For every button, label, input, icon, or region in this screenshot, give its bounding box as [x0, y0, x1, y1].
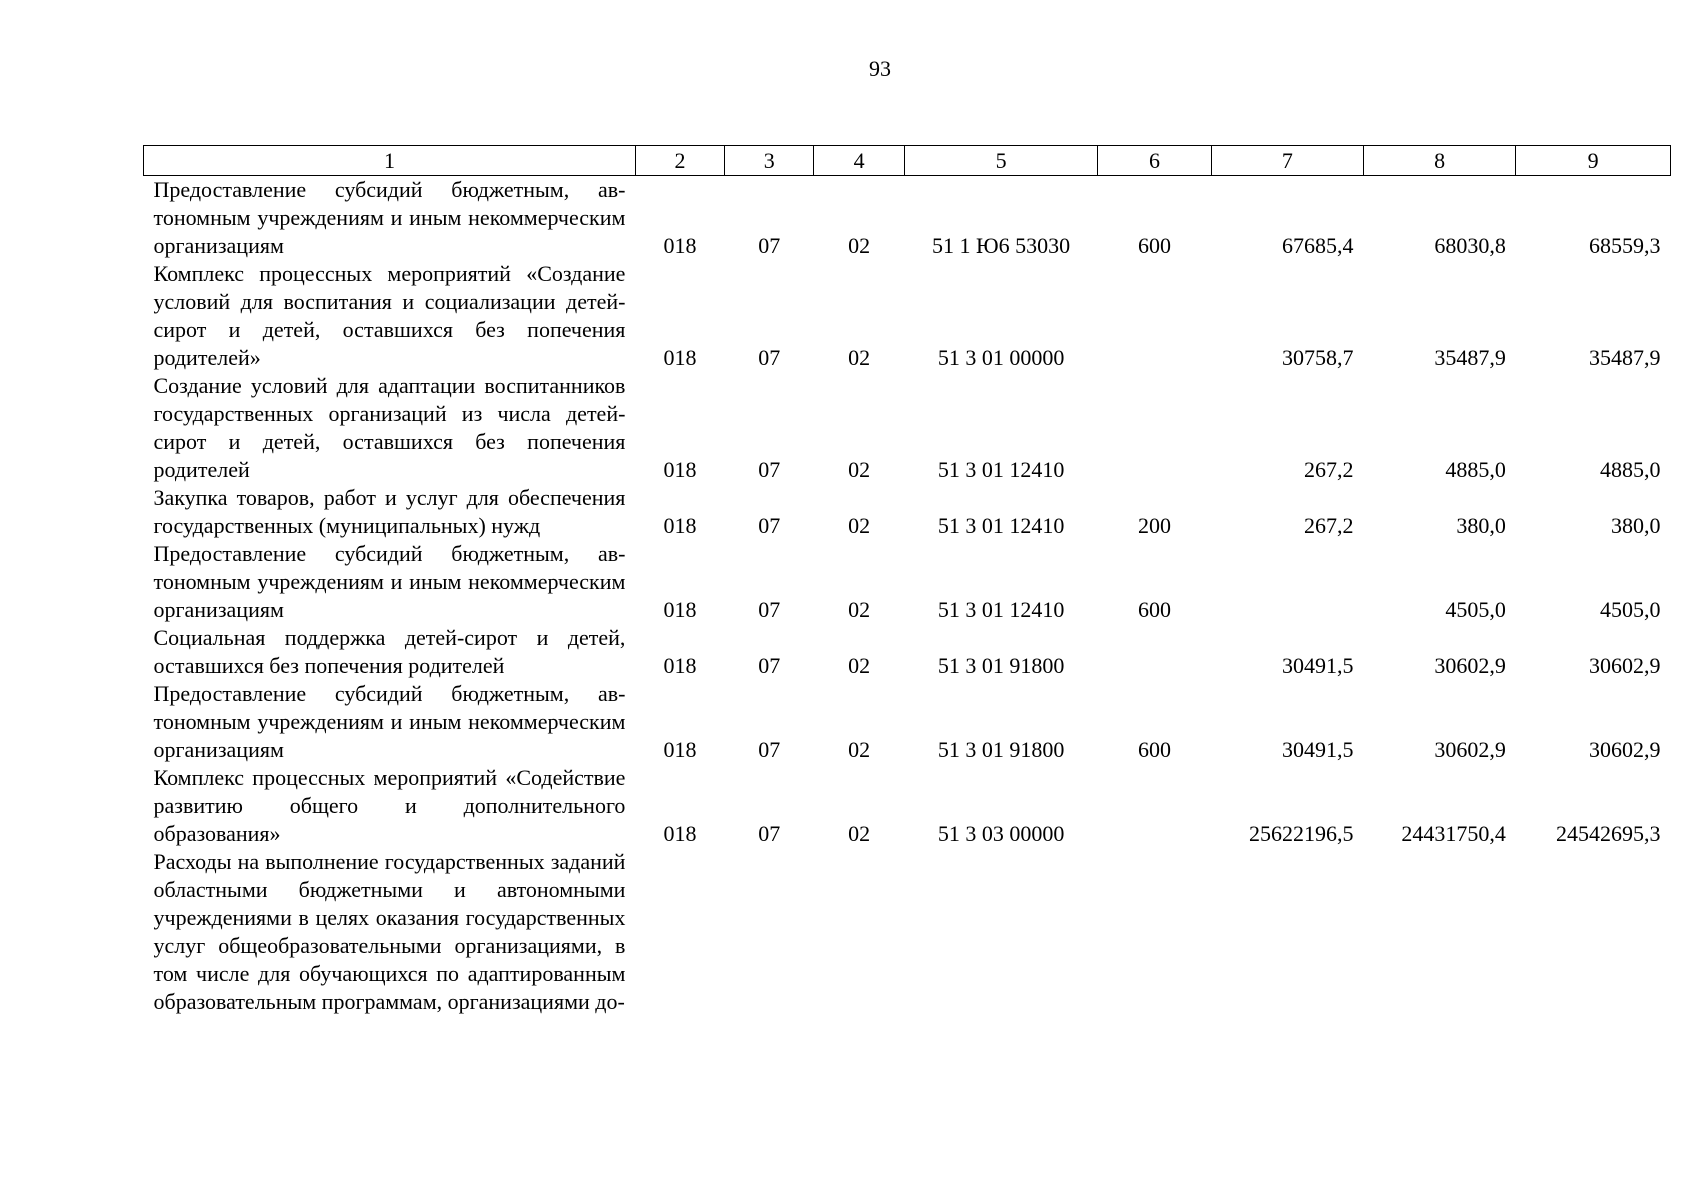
section-code: 07 — [758, 653, 781, 678]
ministry-code: 018 — [663, 513, 697, 538]
section-code: 07 — [758, 345, 781, 370]
section-code: 07 — [758, 737, 781, 762]
subsection-code: 02 — [848, 737, 871, 762]
column-header: 6 — [1098, 146, 1211, 176]
amount-year-1: 30491,5 — [1282, 737, 1354, 762]
column-header: 1 — [144, 146, 636, 176]
amount-year-2: 4505,0 — [1445, 597, 1506, 622]
target-code: 51 1 Ю6 53030 — [932, 233, 1071, 258]
section-code: 07 — [758, 513, 781, 538]
table-row — [144, 848, 1671, 1016]
target-code: 51 3 01 12410 — [937, 597, 1065, 622]
ministry-code: 018 — [663, 597, 697, 622]
amount-year-3: 24542695,3 — [1556, 821, 1661, 846]
amount-year-3: 380,0 — [1611, 513, 1661, 538]
expense-type-code — [1098, 624, 1211, 680]
target-code: 51 3 01 12410 — [937, 457, 1065, 482]
target-code: 51 3 01 00000 — [937, 345, 1065, 370]
subsection-code: 02 — [848, 345, 871, 370]
subsection-code: 02 — [848, 597, 871, 622]
amount-year-1: 67685,4 — [1282, 233, 1354, 258]
table-row — [144, 540, 1671, 624]
expense-type-code — [1098, 764, 1211, 848]
subsection-code — [814, 848, 904, 1016]
page-number: 93 — [869, 56, 891, 81]
expense-type-code — [1098, 260, 1211, 372]
amount-year-1: 30491,5 — [1282, 653, 1354, 678]
amount-year-2: 68030,8 — [1434, 233, 1506, 258]
subsection-code: 02 — [848, 821, 871, 846]
table-row — [144, 764, 1671, 848]
amount-year-3: 30602,9 — [1589, 653, 1661, 678]
section-code — [725, 848, 814, 1016]
row-name: Предоставление субсидий бюджетным, автономным учреждениям и иным некоммерческим организациям — [153, 177, 626, 258]
target-code: 51 3 03 00000 — [937, 821, 1065, 846]
row-name: Комплекс процессных мероприятий «Создание условий для воспитания и социализации детей-сирот и детей, оставшихся без попечения родителей» — [153, 261, 626, 370]
amount-year-1: 267,2 — [1304, 457, 1354, 482]
row-name: Расходы на выполнение государственных заданий областными бюджетными и автономными учреждениями в целях оказания государственных услуг общеобразовательными организациями, в том числе для обучающихся по адаптированным образовательным программам, организациями до- — [153, 849, 626, 1014]
subsection-code: 02 — [848, 513, 871, 538]
table-row — [144, 680, 1671, 764]
table-row — [144, 372, 1671, 484]
amount-year-2: 30602,9 — [1434, 737, 1506, 762]
column-header: 7 — [1211, 146, 1363, 176]
row-name: Комплекс процессных мероприятий «Содействие развитию общего и дополнительного образования» — [153, 765, 626, 846]
ministry-code: 018 — [663, 653, 697, 678]
amount-year-2: 4885,0 — [1445, 457, 1506, 482]
row-name: Социальная поддержка детей-сирот и детей, оставшихся без попечения родителей — [153, 625, 626, 678]
section-code: 07 — [758, 457, 781, 482]
expense-type-code — [1098, 848, 1211, 1016]
section-code: 07 — [758, 821, 781, 846]
amount-year-3: 68559,3 — [1589, 233, 1661, 258]
ministry-code — [635, 848, 724, 1016]
column-header: 3 — [725, 146, 814, 176]
column-header: 8 — [1364, 146, 1516, 176]
section-code: 07 — [758, 597, 781, 622]
ministry-code: 018 — [663, 233, 697, 258]
amount-year-1: 30758,7 — [1282, 345, 1354, 370]
expense-type-code: 600 — [1138, 597, 1172, 622]
expense-type-code: 600 — [1138, 233, 1172, 258]
amount-year-3: 4885,0 — [1600, 457, 1661, 482]
ministry-code: 018 — [663, 737, 697, 762]
amount-year-1 — [1211, 848, 1363, 1016]
ministry-code: 018 — [663, 457, 697, 482]
row-name: Предоставление субсидий бюджетным, автономным учреждениям и иным некоммерческим организациям — [153, 541, 626, 622]
amount-year-2: 380,0 — [1456, 513, 1506, 538]
table-row — [144, 176, 1671, 261]
column-header: 9 — [1516, 146, 1671, 176]
table-row — [144, 260, 1671, 372]
amount-year-2: 30602,9 — [1434, 653, 1506, 678]
subsection-code: 02 — [848, 457, 871, 482]
expense-type-code: 200 — [1138, 513, 1172, 538]
amount-year-1 — [1211, 540, 1363, 624]
amount-year-2: 35487,9 — [1434, 345, 1506, 370]
target-code: 51 3 01 91800 — [937, 737, 1065, 762]
amount-year-3: 4505,0 — [1600, 597, 1661, 622]
column-header: 5 — [904, 146, 1098, 176]
column-header: 2 — [635, 146, 724, 176]
subsection-code: 02 — [848, 653, 871, 678]
column-header: 4 — [814, 146, 904, 176]
budget-table — [143, 145, 1671, 1016]
row-name: Предоставление субсидий бюджетным, автономным учреждениям и иным некоммерческим организациям — [153, 681, 626, 762]
target-code — [904, 848, 1098, 1016]
target-code: 51 3 01 91800 — [937, 653, 1065, 678]
expense-type-code — [1098, 372, 1211, 484]
row-name: Создание условий для адаптации воспитанников государственных организаций из числа детей-сирот и детей, оставшихся без попечения родителей — [153, 373, 626, 482]
amount-year-2 — [1364, 848, 1516, 1016]
amount-year-3 — [1516, 848, 1671, 1016]
table-row — [144, 484, 1671, 540]
subsection-code: 02 — [848, 233, 871, 258]
row-name: Закупка товаров, работ и услуг для обеспечения государственных (муниципальных) нужд — [153, 485, 626, 538]
amount-year-2: 24431750,4 — [1401, 821, 1506, 846]
header-row — [144, 146, 1671, 176]
amount-year-1: 25622196,5 — [1249, 821, 1354, 846]
ministry-code: 018 — [663, 821, 697, 846]
amount-year-3: 35487,9 — [1589, 345, 1661, 370]
amount-year-1: 267,2 — [1304, 513, 1354, 538]
section-code: 07 — [758, 233, 781, 258]
expense-type-code: 600 — [1138, 737, 1172, 762]
ministry-code: 018 — [663, 345, 697, 370]
table-row — [144, 624, 1671, 680]
amount-year-3: 30602,9 — [1589, 737, 1661, 762]
target-code: 51 3 01 12410 — [937, 513, 1065, 538]
